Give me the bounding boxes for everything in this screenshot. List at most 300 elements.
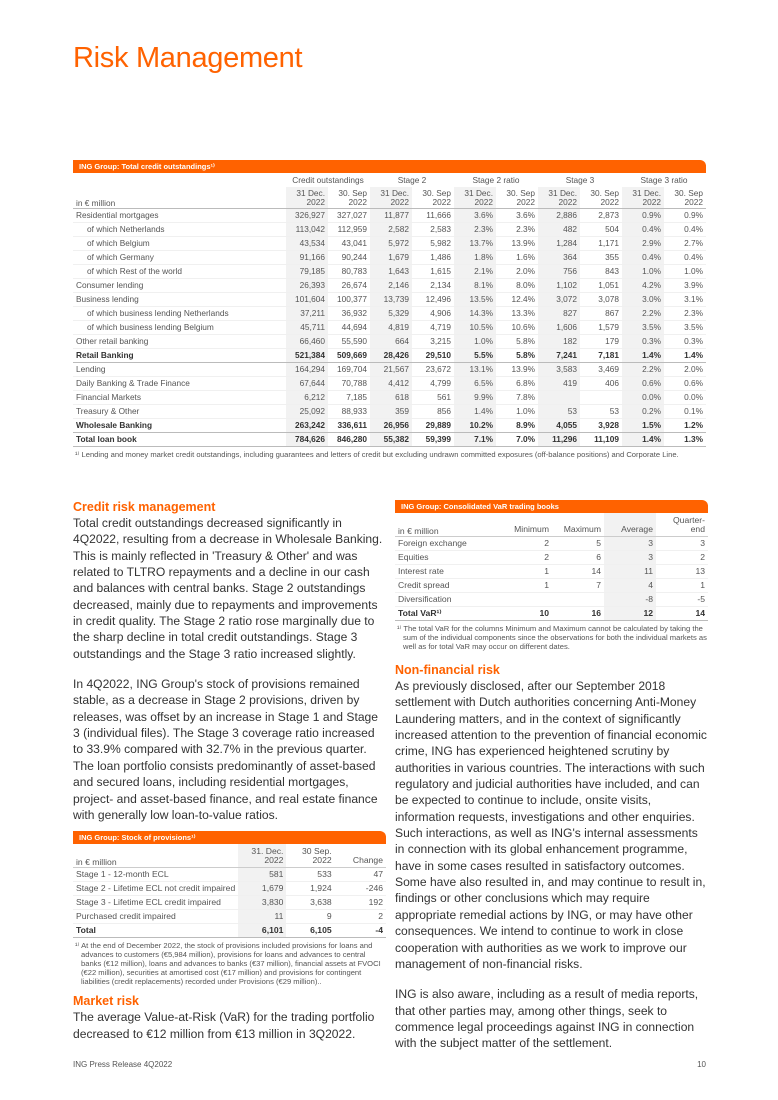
header-row	[73, 844, 386, 868]
cell-value: 13.3%	[496, 307, 538, 321]
row-label: Stage 3 - Lifetime ECL credit impaired	[73, 896, 238, 910]
table-row	[73, 882, 386, 896]
cell-value: 13.7%	[454, 237, 496, 251]
cell-value: 5,972	[370, 237, 412, 251]
cell-value: 169,704	[328, 363, 370, 377]
cell-value: 2	[500, 551, 552, 565]
column-header: 31 Dec. 2022	[286, 187, 328, 209]
cell-value: 59,399	[412, 433, 454, 447]
cell-value: 3.5%	[664, 321, 706, 335]
cell-value: 521,384	[286, 349, 328, 363]
cell-value: 0.0%	[622, 391, 664, 405]
cell-value: 2,583	[412, 223, 454, 237]
cell-value: 11,666	[412, 209, 454, 223]
cell-value: 336,611	[328, 419, 370, 433]
cell-value: 2.3%	[664, 307, 706, 321]
cell-value	[538, 391, 580, 405]
cell-value: 0.2%	[622, 405, 664, 419]
cell-value: 3,469	[580, 363, 622, 377]
cell-value: 0.1%	[664, 405, 706, 419]
page-number: 10	[697, 1060, 706, 1069]
row-label: Diversification	[395, 593, 500, 607]
cell-value: 0.9%	[622, 209, 664, 223]
cell-value: 2.3%	[496, 223, 538, 237]
cell-value: 11,109	[580, 433, 622, 447]
cell-value: 3	[604, 537, 656, 551]
cell-value: 5.8%	[496, 335, 538, 349]
cell-value: 0.4%	[664, 251, 706, 265]
cell-value: 8.0%	[496, 279, 538, 293]
cell-value: 36,932	[328, 307, 370, 321]
cell-value: 2.3%	[454, 223, 496, 237]
cell-value: 13,739	[370, 293, 412, 307]
cell-value: 3,928	[580, 419, 622, 433]
cell-value: 406	[580, 377, 622, 391]
cell-value: 10.5%	[454, 321, 496, 335]
cell-value: 1,284	[538, 237, 580, 251]
cell-value: 8.1%	[454, 279, 496, 293]
cell-value: 13.9%	[496, 363, 538, 377]
cell-value: 504	[580, 223, 622, 237]
cell-value: 112,959	[328, 223, 370, 237]
table-row	[73, 321, 706, 335]
cell-value: 100,377	[328, 293, 370, 307]
cell-value: 26,393	[286, 279, 328, 293]
cell-value: 482	[538, 223, 580, 237]
cell-value: 3	[656, 537, 708, 551]
cell-value	[500, 593, 552, 607]
row-label: Total loan book	[73, 433, 286, 447]
cell-value: 4,412	[370, 377, 412, 391]
cell-value: 1,679	[370, 251, 412, 265]
cell-value: 43,041	[328, 237, 370, 251]
row-label: Treasury & Other	[73, 405, 286, 419]
row-label: of which Netherlands	[73, 223, 286, 237]
unit-label: in € million	[76, 198, 116, 208]
row-label: Business lending	[73, 293, 286, 307]
table-title: ING Group: Consolidated VaR trading books	[395, 500, 708, 513]
table-row	[395, 537, 708, 551]
cell-value: 67,644	[286, 377, 328, 391]
column-header: 31 Dec. 2022	[370, 187, 412, 209]
row-label: of which Germany	[73, 251, 286, 265]
column-header: Average	[604, 513, 656, 537]
table-title: ING Group: Stock of provisions¹⁾	[73, 831, 386, 844]
cell-value: 4,799	[412, 377, 454, 391]
cell-value: 1,615	[412, 265, 454, 279]
cell-value: 2.0%	[664, 363, 706, 377]
credit-outstandings-table	[73, 160, 706, 459]
cell-value: 12	[604, 607, 656, 621]
cell-value: 1,579	[580, 321, 622, 335]
cell-value: 326,927	[286, 209, 328, 223]
section-heading: Non-financial risk	[395, 663, 500, 677]
cell-value: 2,873	[580, 209, 622, 223]
cell-value: 13.5%	[454, 293, 496, 307]
cell-value: 419	[538, 377, 580, 391]
row-label: of which Belgium	[73, 237, 286, 251]
group-header-row	[73, 173, 706, 187]
column-header: 30 Sep. 2022	[302, 846, 332, 866]
cell-value: 3.0%	[622, 293, 664, 307]
cell-value: 4,819	[370, 321, 412, 335]
column-header: 30. Sep 2022	[422, 188, 451, 207]
row-label: Purchased credit impaired	[73, 910, 238, 924]
column-group-header: Stage 3 ratio	[640, 175, 688, 185]
footer-title: ING Press Release 4Q2022	[73, 1060, 173, 1069]
cell-value: 7,241	[538, 349, 580, 363]
column-header: 31 Dec. 2022	[622, 187, 664, 209]
cell-value: 0.6%	[622, 377, 664, 391]
cell-value: 0.3%	[622, 335, 664, 349]
column-header: 30. Sep 2022	[590, 188, 619, 207]
cell-value: 55,590	[328, 335, 370, 349]
cell-value: 11,296	[538, 433, 580, 447]
cell-value: 0.4%	[622, 251, 664, 265]
cell-value: 2.0%	[496, 265, 538, 279]
row-label: Financial Markets	[73, 391, 286, 405]
cell-value: 5,329	[370, 307, 412, 321]
cell-value: 7.8%	[496, 391, 538, 405]
row-label: of which Rest of the world	[73, 265, 286, 279]
cell-value: 1.2%	[664, 419, 706, 433]
cell-value: 1.5%	[622, 419, 664, 433]
cell-value: 1	[500, 565, 552, 579]
table-row	[73, 265, 706, 279]
table-row	[73, 223, 706, 237]
cell-value: 1.4%	[622, 349, 664, 363]
paragraph: In 4Q2022, ING Group's stock of provisions remained stable, as a decrease in Stage 2 provisions, driven by releases, was offset by an increase in Stage 1 and Stage 3 (individual files). The Stage 3 coverage ratio increased to 33.9% compared with 32.7% in the previous quarter. The loan portfolio consists predominantly of asset-based and secured loans, including residential mortgages, project- and asset-based finance, and real estate finance with generally low loan-to-value ratios.	[73, 677, 379, 822]
cell-value: 79,185	[286, 265, 328, 279]
cell-value: 784,626	[286, 433, 328, 447]
cell-value: 867	[580, 307, 622, 321]
cell-value: 355	[580, 251, 622, 265]
cell-value: 91,166	[286, 251, 328, 265]
cell-value: 26,674	[328, 279, 370, 293]
cell-value: 561	[412, 391, 454, 405]
cell-value: 29,510	[412, 349, 454, 363]
column-group-header: Stage 2	[397, 175, 427, 185]
cell-value: 1	[500, 579, 552, 593]
column-header: 31 Dec. 2022	[538, 187, 580, 209]
cell-value: 70,788	[328, 377, 370, 391]
cell-value: 2.9%	[622, 237, 664, 251]
cell-value: 1,486	[412, 251, 454, 265]
cell-value: 1.0%	[454, 335, 496, 349]
cell-value: 3,830	[238, 896, 286, 910]
cell-value: 164,294	[286, 363, 328, 377]
row-label: Stage 1 - 12-month ECL	[73, 868, 238, 882]
cell-value: 1.0%	[496, 405, 538, 419]
cell-value: 581	[238, 868, 286, 882]
section-heading: Credit risk management	[73, 500, 216, 514]
cell-value: -4	[335, 924, 386, 938]
cell-value: 66,460	[286, 335, 328, 349]
cell-value: 10.2%	[454, 419, 496, 433]
table-row	[73, 896, 386, 910]
cell-value: 192	[335, 896, 386, 910]
cell-value: 37,211	[286, 307, 328, 321]
table-title: ING Group: Total credit outstandings¹⁾	[73, 160, 706, 173]
cell-value: -246	[335, 882, 386, 896]
cell-value: 1,171	[580, 237, 622, 251]
cell-value: 88,933	[328, 405, 370, 419]
cell-value: 2,582	[370, 223, 412, 237]
cell-value: 856	[412, 405, 454, 419]
cell-value: 6.5%	[454, 377, 496, 391]
cell-value: 29,889	[412, 419, 454, 433]
column-header: 30. Sep 2022	[506, 188, 535, 207]
table-footnote: ¹⁾ At the end of December 2022, the stock of provisions included provisions for loans and advances to customers (€5,984 million), provisions for loans and advances to central banks (€12 million), loans and advances to banks (€37 million), financial assets at FVOCI (€22 million), securities at amortised cost (€17 million) and provisions for contingent liabilities (credit replacements) recorded under Provisions (€29 million)..	[73, 941, 386, 986]
cell-value: 6.8%	[496, 377, 538, 391]
column-group-header: Stage 2 ratio	[472, 175, 520, 185]
cell-value: 44,694	[328, 321, 370, 335]
table-row	[73, 251, 706, 265]
cell-value: 0.3%	[664, 335, 706, 349]
cell-value: 53	[538, 405, 580, 419]
cell-value: 0.0%	[664, 391, 706, 405]
spacer	[73, 173, 286, 187]
cell-value: 1,643	[370, 265, 412, 279]
cell-value: 0.9%	[664, 209, 706, 223]
cell-value: 664	[370, 335, 412, 349]
cell-value: 4,055	[538, 419, 580, 433]
date-header-row	[73, 187, 706, 209]
cell-value: 9.9%	[454, 391, 496, 405]
cell-value: 6,212	[286, 391, 328, 405]
row-label: Credit spread	[395, 579, 500, 593]
cell-value: 47	[335, 868, 386, 882]
table-row	[73, 419, 706, 433]
cell-value: 80,783	[328, 265, 370, 279]
cell-value: 1,051	[580, 279, 622, 293]
cell-value: 2.1%	[454, 265, 496, 279]
cell-value: 90,244	[328, 251, 370, 265]
row-label: Consumer lending	[73, 279, 286, 293]
table-row	[73, 924, 386, 938]
cell-value: 0.4%	[664, 223, 706, 237]
cell-value: 0.4%	[622, 223, 664, 237]
table-row	[73, 433, 706, 447]
cell-value: 3.1%	[664, 293, 706, 307]
table-row	[73, 391, 706, 405]
cell-value: 11,877	[370, 209, 412, 223]
cell-value: 1.4%	[454, 405, 496, 419]
cell-value: 25,092	[286, 405, 328, 419]
column-group-header: Credit outstandings	[292, 175, 364, 185]
var-table	[395, 500, 708, 651]
column-group-header: Stage 3	[565, 175, 595, 185]
row-label: Retail Banking	[73, 349, 286, 363]
table-row	[395, 607, 708, 621]
cell-value: 327,027	[328, 209, 370, 223]
cell-value: 101,604	[286, 293, 328, 307]
cell-value: 12,496	[412, 293, 454, 307]
cell-value: 13.9%	[496, 237, 538, 251]
cell-value: 3	[604, 551, 656, 565]
cell-value: 3.5%	[622, 321, 664, 335]
cell-value: 3,072	[538, 293, 580, 307]
cell-value: 8.9%	[496, 419, 538, 433]
cell-value: 21,567	[370, 363, 412, 377]
table-row	[395, 593, 708, 607]
row-label: Residential mortgages	[73, 209, 286, 223]
row-label: Equities	[395, 551, 500, 565]
cell-value: 3.6%	[496, 209, 538, 223]
cell-value: 5.5%	[454, 349, 496, 363]
cell-value: 4.2%	[622, 279, 664, 293]
cell-value: 16	[552, 607, 604, 621]
cell-value: 10	[500, 607, 552, 621]
cell-value: 2	[656, 551, 708, 565]
cell-value: 7	[552, 579, 604, 593]
paragraph: Total credit outstandings decreased significantly in 4Q2022, resulting from a decrease in Wholesale Banking. This is mainly reflected in 'Treasury & Other' and was related to TLTRO repayments and a decline in our cash and balances with central banks. Stage 2 outstandings decreased, mainly due to repayments and improvements in credit quality. The Stage 2 ratio rose marginally due to the sharp decline in total credit outstandings. Stage 3 outstandings and the Stage 3 ratio increased slightly.	[73, 516, 383, 661]
table-row	[73, 293, 706, 307]
cell-value	[552, 593, 604, 607]
cell-value: 3.6%	[454, 209, 496, 223]
table-row	[73, 237, 706, 251]
cell-value: 113,042	[286, 223, 328, 237]
row-label: Interest rate	[395, 565, 500, 579]
table-row	[395, 551, 708, 565]
provisions-table	[73, 831, 386, 986]
cell-value: 1.0%	[664, 265, 706, 279]
cell-value: 846,280	[328, 433, 370, 447]
cell-value: 1.3%	[664, 433, 706, 447]
cell-value: 1,924	[286, 882, 334, 896]
cell-value: 2,134	[412, 279, 454, 293]
cell-value: 3,638	[286, 896, 334, 910]
left-column	[73, 500, 386, 1042]
cell-value	[580, 391, 622, 405]
unit-label: in € million	[398, 526, 439, 536]
cell-value: 827	[538, 307, 580, 321]
cell-value: 182	[538, 335, 580, 349]
cell-value: 9	[286, 910, 334, 924]
row-label: Other retail banking	[73, 335, 286, 349]
cell-value: 618	[370, 391, 412, 405]
cell-value: 43,534	[286, 237, 328, 251]
cell-value: 12.4%	[496, 293, 538, 307]
cell-value: 45,711	[286, 321, 328, 335]
row-label: of which business lending Netherlands	[73, 307, 286, 321]
cell-value: 364	[538, 251, 580, 265]
row-label: Wholesale Banking	[73, 419, 286, 433]
cell-value: 55,382	[370, 433, 412, 447]
cell-value: 28,426	[370, 349, 412, 363]
row-label: Lending	[73, 363, 286, 377]
cell-value: 1.8%	[454, 251, 496, 265]
cell-value: 14.3%	[454, 307, 496, 321]
column-header: Maximum	[563, 524, 601, 534]
table-row	[73, 209, 706, 223]
cell-value: 2.2%	[622, 363, 664, 377]
table-row	[73, 377, 706, 391]
table-row	[73, 349, 706, 363]
table-row	[73, 279, 706, 293]
table-row	[73, 363, 706, 377]
cell-value: 2	[335, 910, 386, 924]
cell-value: 23,672	[412, 363, 454, 377]
cell-value: 1.6%	[496, 251, 538, 265]
cell-value: 1,606	[538, 321, 580, 335]
cell-value: 10.6%	[496, 321, 538, 335]
cell-value: 1,679	[238, 882, 286, 896]
cell-value: 13.1%	[454, 363, 496, 377]
cell-value: 5	[552, 537, 604, 551]
cell-value: 3.9%	[664, 279, 706, 293]
cell-value: 53	[580, 405, 622, 419]
cell-value: 4	[604, 579, 656, 593]
cell-value: 7,185	[328, 391, 370, 405]
table-row	[73, 868, 386, 882]
table-row	[395, 579, 708, 593]
cell-value: 1,102	[538, 279, 580, 293]
cell-value: 263,242	[286, 419, 328, 433]
right-column	[395, 500, 708, 1052]
row-label: Total	[73, 924, 238, 938]
table-row	[395, 565, 708, 579]
cell-value: 4,719	[412, 321, 454, 335]
unit-label: in € million	[76, 857, 117, 868]
cell-value: 14	[656, 607, 708, 621]
row-label: Total VaR¹⁾	[395, 607, 500, 621]
cell-value: 3,078	[580, 293, 622, 307]
table-row	[73, 335, 706, 349]
table-row	[73, 307, 706, 321]
cell-value: 1	[656, 579, 708, 593]
header-row	[395, 513, 708, 537]
cell-value: 4,906	[412, 307, 454, 321]
column-header: Minimum	[514, 524, 549, 534]
table-row	[73, 910, 386, 924]
table-footnote: ¹⁾ Lending and money market credit outstandings, including guarantees and letters of credit but excluding undrawn committed exposures (off-balance positions) and Corporate Line.	[73, 450, 706, 459]
column-header: 30. Sep 2022	[338, 188, 367, 207]
row-label: of which business lending Belgium	[73, 321, 286, 335]
table-footnote: ¹⁾ The total VaR for the columns Minimum and Maximum cannot be calculated by taking the sum of the individual components since the observations for both the individual markets as well as for total VaR may occur on different dates.	[397, 624, 707, 651]
cell-value: 6	[552, 551, 604, 565]
column-header: Change	[352, 855, 383, 866]
cell-value: 2,146	[370, 279, 412, 293]
cell-value: -8	[604, 593, 656, 607]
paragraph: As previously disclosed, after our September 2018 settlement with Dutch authorities concerning Anti-Money Laundering matters, and in the context of significantly increased attention to the prevention of financial economic crime, ING has experienced heightened scrutiny by authorities in various countries. The interactions with such regulatory and judicial authorities have included, and can be expected to continue to include, onsite visits, information requests, investigations and other enquiries. Such interactions, as well as ING's internal assessments in connection with its global enhancement programme, have in some cases resulted in satisfactory outcomes. Some have also resulted in, and may continue to result in, findings or other conclusions which may require appropriate remedial actions by ING, or may have other consequences. We intend to continue to work in close cooperation with authorities as we work to improve our management of non-financial risks.	[395, 679, 707, 971]
table-row	[73, 405, 706, 419]
column-header: 31 Dec. 2022	[454, 187, 496, 209]
cell-value: 5.8%	[496, 349, 538, 363]
cell-value: 0.6%	[664, 377, 706, 391]
cell-value: 3,215	[412, 335, 454, 349]
cell-value: 756	[538, 265, 580, 279]
cell-value: 7.0%	[496, 433, 538, 447]
cell-value: 2,886	[538, 209, 580, 223]
column-header: Quarter-end	[673, 515, 705, 534]
cell-value: 509,669	[328, 349, 370, 363]
cell-value: 1.4%	[664, 349, 706, 363]
cell-value: 179	[580, 335, 622, 349]
cell-value: 2.7%	[664, 237, 706, 251]
paragraph: ING is also aware, including as a result of media reports, that other parties may, among other things, seek to commence legal proceedings against ING in connection with the subject matter of the settlement.	[395, 987, 699, 1051]
cell-value: 7.1%	[454, 433, 496, 447]
cell-value: 14	[552, 565, 604, 579]
cell-value: 1.4%	[622, 433, 664, 447]
row-label: Stage 2 - Lifetime ECL not credit impaired	[73, 882, 238, 896]
cell-value: 3,583	[538, 363, 580, 377]
cell-value: 843	[580, 265, 622, 279]
paragraph: The average Value-at-Risk (VaR) for the trading portfolio decreased to €12 million from €13 million in 3Q2022.	[73, 1010, 375, 1041]
cell-value: 2.2%	[622, 307, 664, 321]
column-header: 30. Sep 2022	[674, 188, 703, 207]
cell-value: 11	[238, 910, 286, 924]
